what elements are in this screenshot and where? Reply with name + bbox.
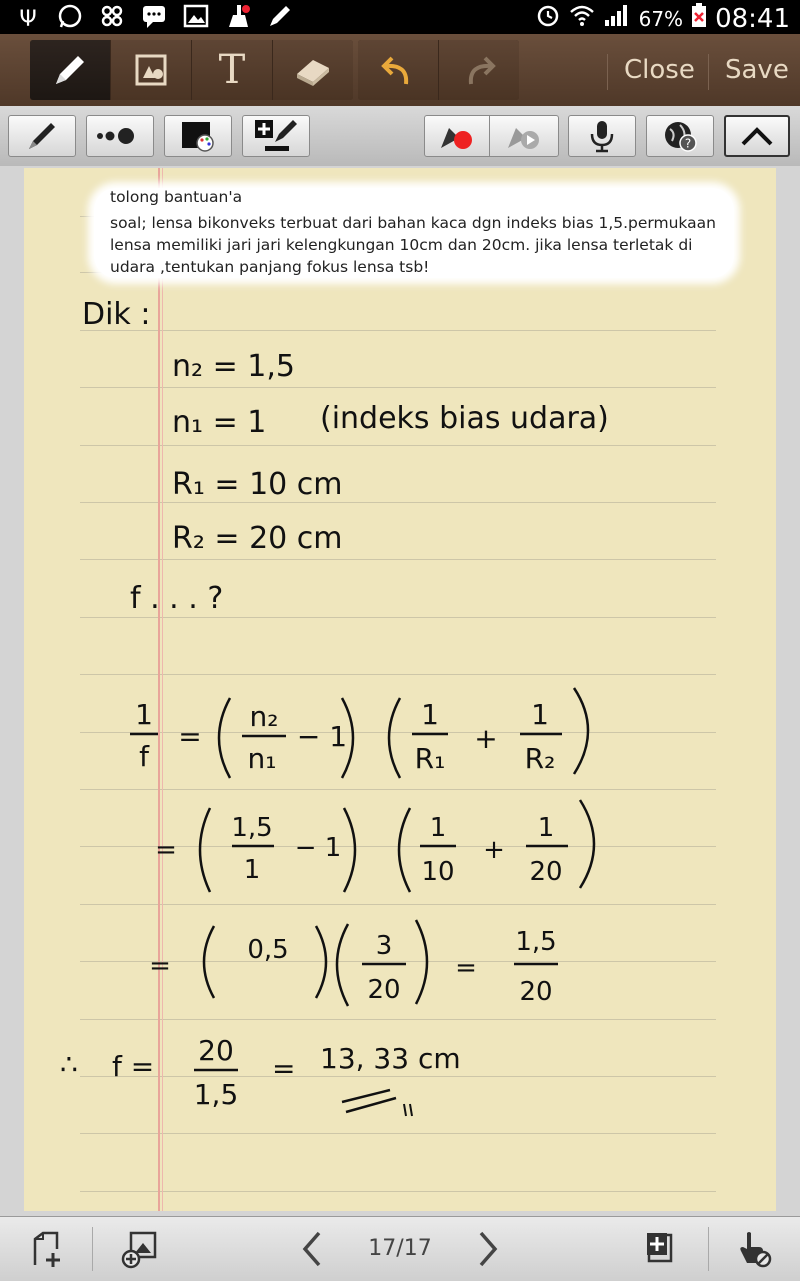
- hw-eq3-a: 0,5: [247, 935, 289, 965]
- message-icon: [140, 3, 168, 37]
- usb-icon: Ψ: [19, 7, 37, 32]
- handwriting-layer: [24, 168, 776, 1211]
- question-line: soal; lensa bikonveks terbuat dari bahan kaca dgn indeks bias 1,5.permukaan: [110, 214, 716, 232]
- text-tool-button[interactable]: [192, 40, 273, 100]
- eraser-tool-button[interactable]: [273, 40, 353, 100]
- hw-eq1-r2-den: R₂: [524, 742, 556, 775]
- eraser-icon: [291, 50, 335, 90]
- insert-page-button[interactable]: [20, 1223, 74, 1275]
- hw-f-ask: f . . . ?: [130, 581, 224, 616]
- underline-mark: [342, 1090, 396, 1112]
- record-button[interactable]: [424, 115, 490, 157]
- hw-r2: R₂ = 20 cm: [172, 521, 343, 556]
- hw-f-num: 20: [198, 1034, 234, 1067]
- hw-n2: n₂ = 1,5: [172, 349, 295, 384]
- whatsapp-icon: [56, 3, 84, 37]
- clock: 08:41: [715, 3, 790, 34]
- hw-eq2-b-den: 10: [421, 857, 455, 887]
- hw-eq2-c-den: 20: [529, 857, 563, 887]
- pen-options-bar: [0, 106, 800, 168]
- add-page-icon: [27, 1229, 67, 1269]
- previous-page-button[interactable]: [290, 1223, 334, 1275]
- undo-icon: [378, 50, 418, 90]
- parenthesis: [389, 698, 400, 778]
- parenthesis: [316, 926, 326, 998]
- next-page-button[interactable]: [466, 1223, 510, 1275]
- hw-eq1-plus: +: [474, 722, 498, 755]
- hw-n1-note: (indeks bias udara): [320, 401, 609, 436]
- bottom-bar: [0, 1216, 800, 1281]
- hw-eq2-c-num: 1: [537, 813, 555, 843]
- hw-eq1-r2-num: 1: [531, 698, 549, 731]
- bbm-icon: [98, 3, 126, 37]
- battery-icon: [691, 2, 707, 35]
- page-plus-icon: [641, 1229, 681, 1269]
- main-toolbar: [0, 34, 800, 106]
- pen-icon: [50, 50, 90, 90]
- add-pen-icon: [253, 118, 299, 154]
- history-group: [358, 40, 519, 100]
- pen-size-button[interactable]: [86, 115, 154, 157]
- text-tool-icon: T: [218, 47, 246, 93]
- globe-help-icon: [662, 119, 698, 153]
- hw-result: 13, 33 cm: [320, 1042, 461, 1075]
- parenthesis: [200, 808, 210, 892]
- page-options-button[interactable]: [634, 1223, 688, 1275]
- pen-size-icon: [94, 126, 146, 146]
- gallery-icon: [182, 3, 210, 37]
- hw-eq3-b-den: 20: [367, 975, 401, 1005]
- collapse-toolbar-button[interactable]: [724, 115, 790, 157]
- add-pen-preset-button[interactable]: [242, 115, 310, 157]
- pen-icon: [266, 3, 294, 37]
- bottom-divider: [92, 1227, 93, 1271]
- undo-button[interactable]: [358, 40, 439, 100]
- close-button[interactable]: Close: [624, 55, 695, 85]
- wifi-icon: [569, 2, 595, 35]
- hw-eq2-a-den: 1: [243, 855, 261, 885]
- toolbar-divider: [708, 54, 709, 90]
- hw-f-den: 1,5: [193, 1078, 239, 1111]
- question-line: udara ,tentukan panjang fokus lensa tsb!: [110, 258, 430, 276]
- battery-percent: 67%: [638, 6, 684, 31]
- status-bar: [0, 0, 800, 34]
- hw-eq3-equals: =: [455, 953, 477, 983]
- hw-r1: R₁ = 10 cm: [172, 467, 343, 502]
- touch-mode-button[interactable]: [726, 1223, 780, 1275]
- toolbar-divider: [607, 54, 608, 90]
- tool-group: [30, 40, 353, 100]
- image-shape-icon: [131, 50, 171, 90]
- hw-eq3-b-num: 3: [375, 931, 393, 961]
- parenthesis: [580, 800, 594, 888]
- cleaner-icon: [224, 3, 252, 37]
- insert-image-button[interactable]: [112, 1223, 166, 1275]
- hw-eq2-b-num: 1: [429, 813, 447, 843]
- hw-eq1-r1-num: 1: [421, 698, 439, 731]
- hw-eq1-r1-den: R₁: [414, 742, 446, 775]
- save-button[interactable]: Save: [725, 55, 789, 85]
- finger-touch-icon: [733, 1229, 773, 1269]
- play-recording-icon: [504, 120, 544, 152]
- hw-eq2-minus: − 1: [294, 833, 342, 863]
- microphone-icon: [587, 119, 617, 153]
- hw-eq3-c-num: 1,5: [515, 927, 557, 957]
- hw-eq1-minus: − 1: [296, 720, 348, 753]
- hw-f-eq: f =: [112, 1050, 155, 1083]
- hw-dik: Dik :: [82, 297, 151, 332]
- hw-eq1-lhs-den: f: [139, 740, 149, 773]
- chevron-left-icon: [297, 1229, 327, 1269]
- hw-eq3-equals: =: [149, 951, 171, 981]
- hw-eq1-n-den: n₁: [247, 742, 277, 775]
- redo-icon: [459, 50, 499, 90]
- add-image-icon: [119, 1229, 159, 1269]
- signal-icon: [603, 2, 631, 35]
- note-page[interactable]: [24, 168, 776, 1211]
- hw-eq2-plus: +: [483, 835, 505, 865]
- parenthesis: [399, 808, 410, 892]
- pen-type-button[interactable]: [8, 115, 76, 157]
- page-indicator: 17/17: [368, 1236, 432, 1261]
- voice-memo-button[interactable]: [568, 115, 636, 157]
- hw-eq3-c-den: 20: [519, 977, 553, 1007]
- hw-n1: n₁ = 1: [172, 405, 267, 440]
- question-line: tolong bantuan'a: [110, 188, 243, 206]
- hw-eq2-a-num: 1,5: [231, 813, 273, 843]
- bottom-divider: [708, 1227, 709, 1271]
- hw-eq1-n-num: n₂: [249, 700, 279, 733]
- hw-eq1-equals: =: [178, 720, 202, 753]
- hw-eq2-equals: =: [155, 835, 177, 865]
- hw-therefore: ∴: [60, 1048, 78, 1081]
- parenthesis: [219, 698, 230, 778]
- pen-tool-button[interactable]: [30, 40, 111, 100]
- hw-final-equals: =: [272, 1052, 296, 1085]
- fountain-pen-icon: [25, 119, 59, 153]
- hw-eq1-lhs-num: 1: [135, 698, 153, 731]
- parenthesis: [344, 808, 355, 892]
- parenthesis: [337, 924, 348, 1006]
- parenthesis: [574, 688, 588, 774]
- hint-button[interactable]: [646, 115, 714, 157]
- pen-color-button[interactable]: [164, 115, 232, 157]
- play-recording-button[interactable]: [489, 115, 559, 157]
- svg-text:?: ?: [684, 136, 692, 151]
- alarm-icon: [535, 2, 561, 35]
- parenthesis: [416, 920, 427, 1004]
- underline-mark: [404, 1104, 412, 1116]
- image-tool-button[interactable]: [111, 40, 192, 100]
- parenthesis: [204, 926, 214, 998]
- question-line: lensa memiliki jari jari kelengkungan 10cm dan 20cm. jika lensa terletak di: [110, 236, 693, 254]
- color-palette-icon: [178, 119, 218, 153]
- chevron-up-icon: [740, 125, 774, 147]
- chevron-right-icon: [473, 1229, 503, 1269]
- record-icon: [437, 120, 477, 152]
- redo-button[interactable]: [439, 40, 519, 100]
